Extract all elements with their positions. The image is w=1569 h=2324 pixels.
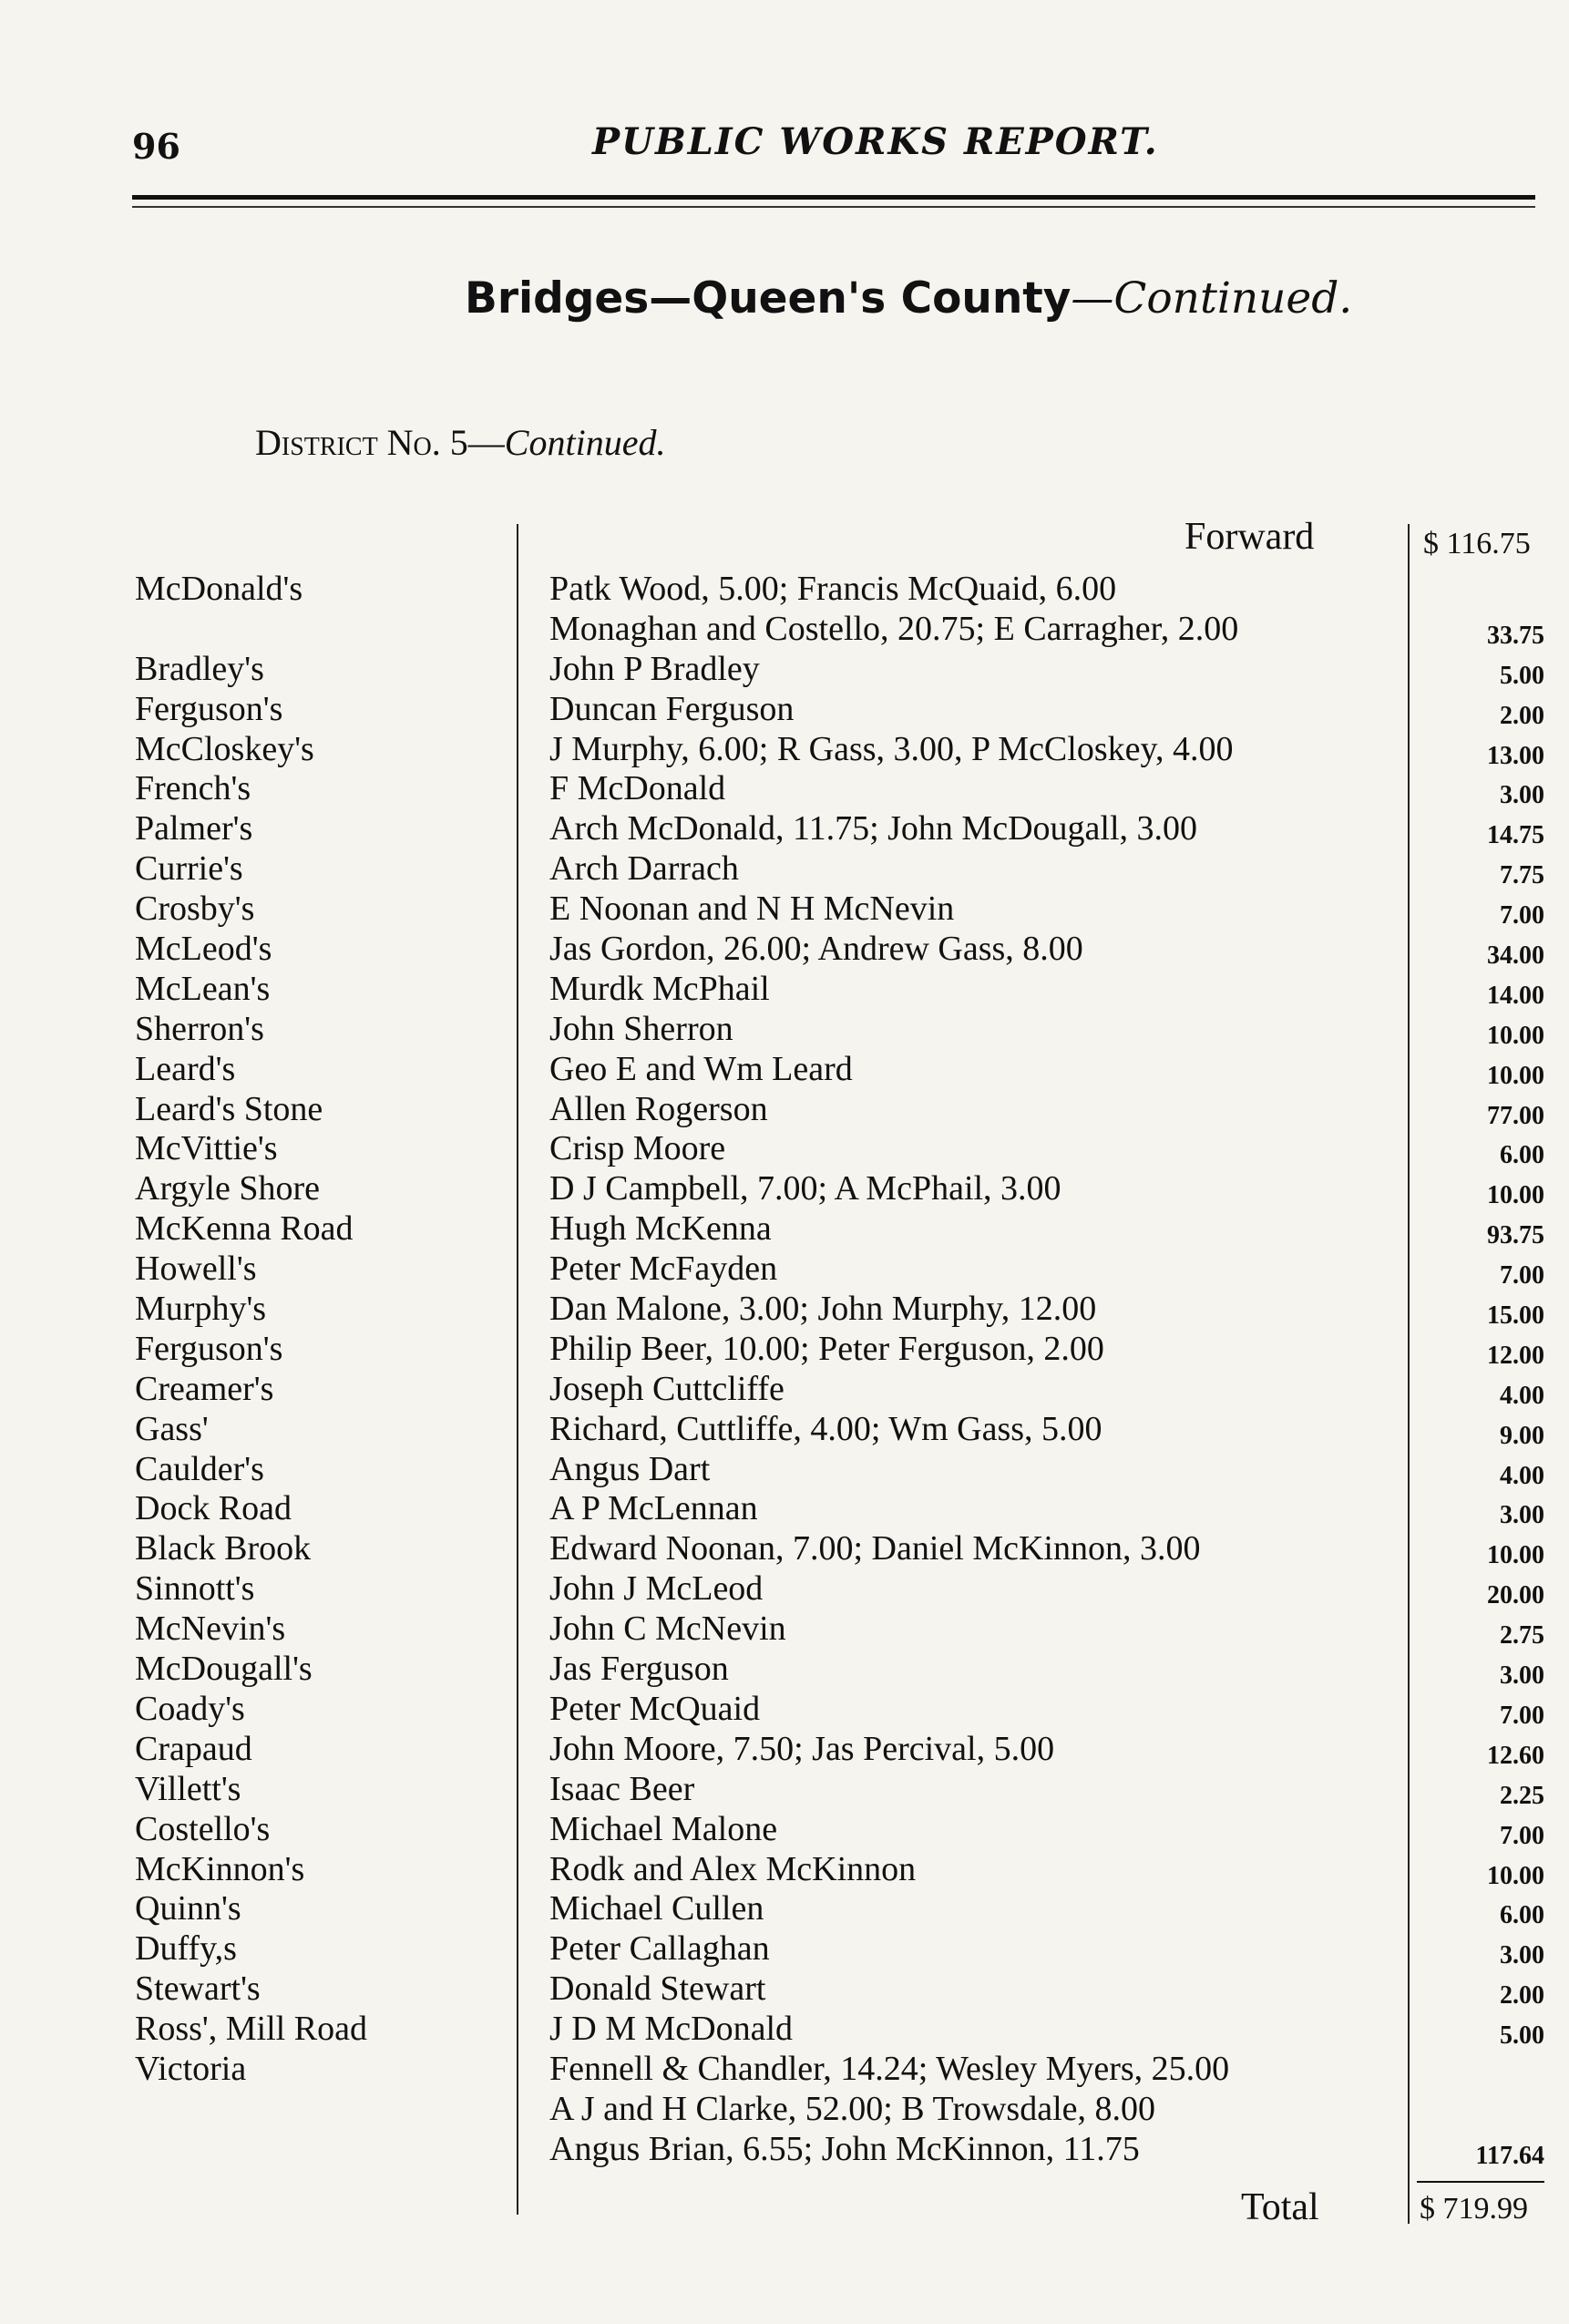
bridge-name: Argyle Shore bbox=[135, 1169, 320, 1208]
table-row bbox=[0, 1609, 1569, 1649]
bridge-name: McKinnon's bbox=[135, 1849, 305, 1888]
worker-entries: John C McNevin bbox=[549, 1609, 786, 1649]
worker-entries: E Noonan and N H McNevin bbox=[549, 889, 955, 929]
bridge-name: Crapaud bbox=[135, 1729, 252, 1768]
header-rule-thin bbox=[132, 206, 1535, 208]
row-amount: 20.00 bbox=[1487, 1581, 1544, 1610]
table-row bbox=[0, 848, 1569, 889]
table-row bbox=[0, 2089, 1569, 2129]
worker-entries: Peter McFayden bbox=[549, 1249, 778, 1289]
row-amount: 4.00 bbox=[1500, 1461, 1544, 1490]
worker-entries: A P McLennan bbox=[549, 1489, 758, 1528]
table-row bbox=[0, 1928, 1569, 1969]
table-row bbox=[0, 1689, 1569, 1729]
worker-entries: A J and H Clarke, 52.00; B Trowsdale, 8.00 bbox=[549, 2089, 1155, 2128]
table-row bbox=[0, 1208, 1569, 1249]
row-amount: 13.00 bbox=[1487, 741, 1544, 770]
worker-entries: J D M McDonald bbox=[549, 2010, 794, 2049]
bridge-table bbox=[0, 569, 1569, 2169]
table-row bbox=[0, 1128, 1569, 1168]
table-row bbox=[0, 1409, 1569, 1449]
bridge-name: Currie's bbox=[135, 849, 243, 889]
district-heading bbox=[255, 421, 665, 464]
worker-entries: Peter McQuaid bbox=[549, 1689, 761, 1728]
bridge-name: French's bbox=[135, 769, 251, 808]
worker-entries: Duncan Ferguson bbox=[549, 689, 795, 728]
bridge-name: Coady's bbox=[135, 1689, 245, 1728]
worker-entries: Angus Brian, 6.55; John McKinnon, 11.75 bbox=[549, 2129, 1140, 2168]
worker-entries: F McDonald bbox=[549, 769, 726, 808]
worker-entries: Crisp Moore bbox=[549, 1129, 726, 1168]
bridge-name: Murphy's bbox=[135, 1290, 267, 1329]
bridge-name: Dock Road bbox=[135, 1489, 292, 1528]
row-amount: 33.75 bbox=[1487, 621, 1544, 650]
table-row bbox=[0, 609, 1569, 649]
bridge-name: Howell's bbox=[135, 1249, 257, 1289]
table-row bbox=[0, 1528, 1569, 1568]
bridge-name: McKenna Road bbox=[135, 1209, 354, 1249]
row-amount: 10.00 bbox=[1487, 1061, 1544, 1090]
table-row bbox=[0, 889, 1569, 929]
bridge-name: Villett's bbox=[135, 1769, 241, 1808]
row-amount: 10.00 bbox=[1487, 1861, 1544, 1890]
bridge-name: Ross', Mill Road bbox=[135, 2010, 367, 2049]
worker-entries: Edward Noonan, 7.00; Daniel McKinnon, 3.00 bbox=[549, 1529, 1201, 1568]
worker-entries: Fennell & Chandler, 14.24; Wesley Myers, 25.00 bbox=[549, 2049, 1230, 2088]
bridge-name: Crosby's bbox=[135, 889, 255, 929]
bridge-name: Ferguson's bbox=[135, 1329, 283, 1368]
bridge-name: McNevin's bbox=[135, 1609, 286, 1649]
worker-entries: Jas Gordon, 26.00; Andrew Gass, 8.00 bbox=[549, 930, 1083, 969]
table-row bbox=[0, 2129, 1569, 2169]
bridge-name: McDougall's bbox=[135, 1650, 313, 1689]
row-amount: 14.00 bbox=[1487, 981, 1544, 1010]
row-amount: 7.00 bbox=[1500, 1821, 1544, 1850]
row-amount: 2.00 bbox=[1500, 1981, 1544, 2010]
section-title-text: Bridges—Queen's County bbox=[465, 273, 1072, 324]
table-row bbox=[0, 929, 1569, 969]
row-amount: 3.00 bbox=[1500, 1501, 1544, 1530]
bridge-name: McLeod's bbox=[135, 930, 272, 969]
row-amount: 93.75 bbox=[1487, 1221, 1544, 1250]
worker-entries: Michael Malone bbox=[549, 1809, 778, 1848]
table-row bbox=[0, 1329, 1569, 1369]
worker-entries: Isaac Beer bbox=[549, 1769, 695, 1808]
bridge-name: McDonald's bbox=[135, 570, 303, 608]
table-row bbox=[0, 1089, 1569, 1129]
worker-entries: Peter Callaghan bbox=[549, 1929, 770, 1969]
table-row bbox=[0, 1289, 1569, 1329]
row-amount: 7.00 bbox=[1500, 901, 1544, 931]
row-amount: 117.64 bbox=[1475, 2141, 1544, 2170]
table-row bbox=[0, 1888, 1569, 1928]
bridge-name: Leard's Stone bbox=[135, 1089, 323, 1128]
row-amount: 12.60 bbox=[1487, 1741, 1544, 1770]
worker-entries: Patk Wood, 5.00; Francis McQuaid, 6.00 bbox=[549, 570, 1117, 608]
worker-entries: Richard, Cuttliffe, 4.00; Wm Gass, 5.00 bbox=[549, 1409, 1102, 1448]
bridge-name: McCloskey's bbox=[135, 729, 314, 768]
row-amount: 12.00 bbox=[1487, 1341, 1544, 1370]
worker-entries: Arch McDonald, 11.75; John McDougall, 3.00 bbox=[549, 809, 1197, 848]
table-row bbox=[0, 1249, 1569, 1289]
table-row bbox=[0, 1769, 1569, 1809]
bridge-name: McVittie's bbox=[135, 1129, 278, 1168]
worker-entries: Arch Darrach bbox=[549, 849, 739, 889]
row-amount: 5.00 bbox=[1500, 661, 1544, 690]
worker-entries: Philip Beer, 10.00; Peter Ferguson, 2.00 bbox=[549, 1329, 1104, 1368]
district-continued: Continued. bbox=[504, 422, 666, 463]
table-row bbox=[0, 1369, 1569, 1409]
worker-entries: Hugh McKenna bbox=[549, 1209, 772, 1249]
row-amount: 14.75 bbox=[1487, 821, 1544, 850]
bridge-name: Gass' bbox=[135, 1409, 209, 1448]
row-amount: 77.00 bbox=[1487, 1101, 1544, 1130]
table-row bbox=[0, 969, 1569, 1009]
bridge-name: Sinnott's bbox=[135, 1569, 255, 1609]
table-row bbox=[0, 1568, 1569, 1609]
bridge-name: Duffy,s bbox=[135, 1929, 237, 1969]
table-row bbox=[0, 1969, 1569, 2009]
total-rule bbox=[1417, 2181, 1544, 2183]
row-amount: 34.00 bbox=[1487, 941, 1544, 971]
worker-entries: John J McLeod bbox=[549, 1569, 764, 1609]
total-label: Total bbox=[1241, 2186, 1319, 2228]
bridge-name: Creamer's bbox=[135, 1369, 274, 1408]
row-amount: 10.00 bbox=[1487, 1021, 1544, 1050]
total-amount: $ 719.99 bbox=[1420, 2192, 1528, 2226]
forward-label: Forward bbox=[1184, 516, 1315, 558]
table-row bbox=[0, 1168, 1569, 1208]
table-row bbox=[0, 2009, 1569, 2049]
bridge-name: Caulder's bbox=[135, 1449, 264, 1488]
row-amount: 2.00 bbox=[1500, 701, 1544, 730]
worker-entries: John Sherron bbox=[549, 1009, 733, 1048]
worker-entries: Murdk McPhail bbox=[549, 969, 770, 1008]
table-row bbox=[0, 569, 1569, 609]
row-amount: 15.00 bbox=[1487, 1301, 1544, 1331]
row-amount: 7.00 bbox=[1500, 1261, 1544, 1291]
worker-entries: Allen Rogerson bbox=[549, 1089, 768, 1128]
table-row bbox=[0, 1449, 1569, 1489]
bridge-name: Leard's bbox=[135, 1049, 236, 1088]
bridge-name: Sherron's bbox=[135, 1009, 264, 1048]
bridge-name: Quinn's bbox=[135, 1889, 241, 1928]
row-amount: 7.75 bbox=[1500, 861, 1544, 890]
page-number: 96 bbox=[132, 126, 180, 167]
worker-entries: Monaghan and Costello, 20.75; E Carragher, 2.00 bbox=[549, 609, 1239, 648]
bridge-name: Victoria bbox=[135, 2049, 247, 2088]
worker-entries: Rodk and Alex McKinnon bbox=[549, 1849, 917, 1888]
header-rule-thick bbox=[132, 195, 1535, 200]
row-amount: 10.00 bbox=[1487, 1541, 1544, 1570]
worker-entries: J Murphy, 6.00; R Gass, 3.00, P McCloskey, 4.00 bbox=[549, 729, 1234, 768]
district-label: District No. 5— bbox=[255, 422, 505, 463]
worker-entries: Joseph Cuttcliffe bbox=[549, 1369, 784, 1408]
bridge-name: Bradley's bbox=[135, 649, 264, 688]
worker-entries: Jas Ferguson bbox=[549, 1650, 729, 1689]
section-title bbox=[465, 273, 1352, 324]
table-row bbox=[0, 1729, 1569, 1769]
table-row bbox=[0, 808, 1569, 848]
bridge-name: Costello's bbox=[135, 1809, 271, 1848]
row-amount: 2.75 bbox=[1500, 1621, 1544, 1650]
worker-entries: Geo E and Wm Leard bbox=[549, 1049, 853, 1088]
bridge-name: Stewart's bbox=[135, 1969, 261, 2009]
table-row bbox=[0, 768, 1569, 808]
worker-entries: Donald Stewart bbox=[549, 1969, 766, 2009]
row-amount: 3.00 bbox=[1500, 1941, 1544, 1970]
worker-entries: Dan Malone, 3.00; John Murphy, 12.00 bbox=[549, 1290, 1097, 1329]
table-row bbox=[0, 689, 1569, 729]
row-amount: 7.00 bbox=[1500, 1701, 1544, 1730]
table-row bbox=[0, 1488, 1569, 1528]
row-amount: 5.00 bbox=[1500, 2021, 1544, 2051]
row-amount: 6.00 bbox=[1500, 1901, 1544, 1930]
table-row bbox=[0, 1049, 1569, 1089]
section-title-continued: —Continued. bbox=[1071, 273, 1353, 324]
bridge-name: Ferguson's bbox=[135, 689, 283, 728]
bridge-name: McLean's bbox=[135, 969, 271, 1008]
worker-entries: D J Campbell, 7.00; A McPhail, 3.00 bbox=[549, 1169, 1061, 1208]
table-row bbox=[0, 1009, 1569, 1049]
row-amount: 4.00 bbox=[1500, 1381, 1544, 1410]
row-amount: 3.00 bbox=[1500, 1661, 1544, 1691]
table-row bbox=[0, 1849, 1569, 1889]
row-amount: 3.00 bbox=[1500, 781, 1544, 810]
bridge-name: Palmer's bbox=[135, 809, 253, 848]
row-amount: 9.00 bbox=[1500, 1421, 1544, 1450]
row-amount: 6.00 bbox=[1500, 1141, 1544, 1170]
worker-entries: John P Bradley bbox=[549, 649, 760, 688]
bridge-name: Black Brook bbox=[135, 1529, 312, 1568]
table-row bbox=[0, 2049, 1569, 2089]
worker-entries: Angus Dart bbox=[549, 1449, 711, 1488]
worker-entries: Michael Cullen bbox=[549, 1889, 764, 1928]
row-amount: 10.00 bbox=[1487, 1181, 1544, 1210]
running-title: PUBLIC WORKS REPORT. bbox=[592, 120, 1159, 163]
worker-entries: John Moore, 7.50; Jas Percival, 5.00 bbox=[549, 1729, 1055, 1768]
table-row bbox=[0, 1809, 1569, 1849]
row-amount: 2.25 bbox=[1500, 1781, 1544, 1810]
table-row bbox=[0, 1649, 1569, 1689]
table-row bbox=[0, 649, 1569, 689]
forward-amount: $ 116.75 bbox=[1423, 527, 1531, 560]
table-row bbox=[0, 729, 1569, 769]
